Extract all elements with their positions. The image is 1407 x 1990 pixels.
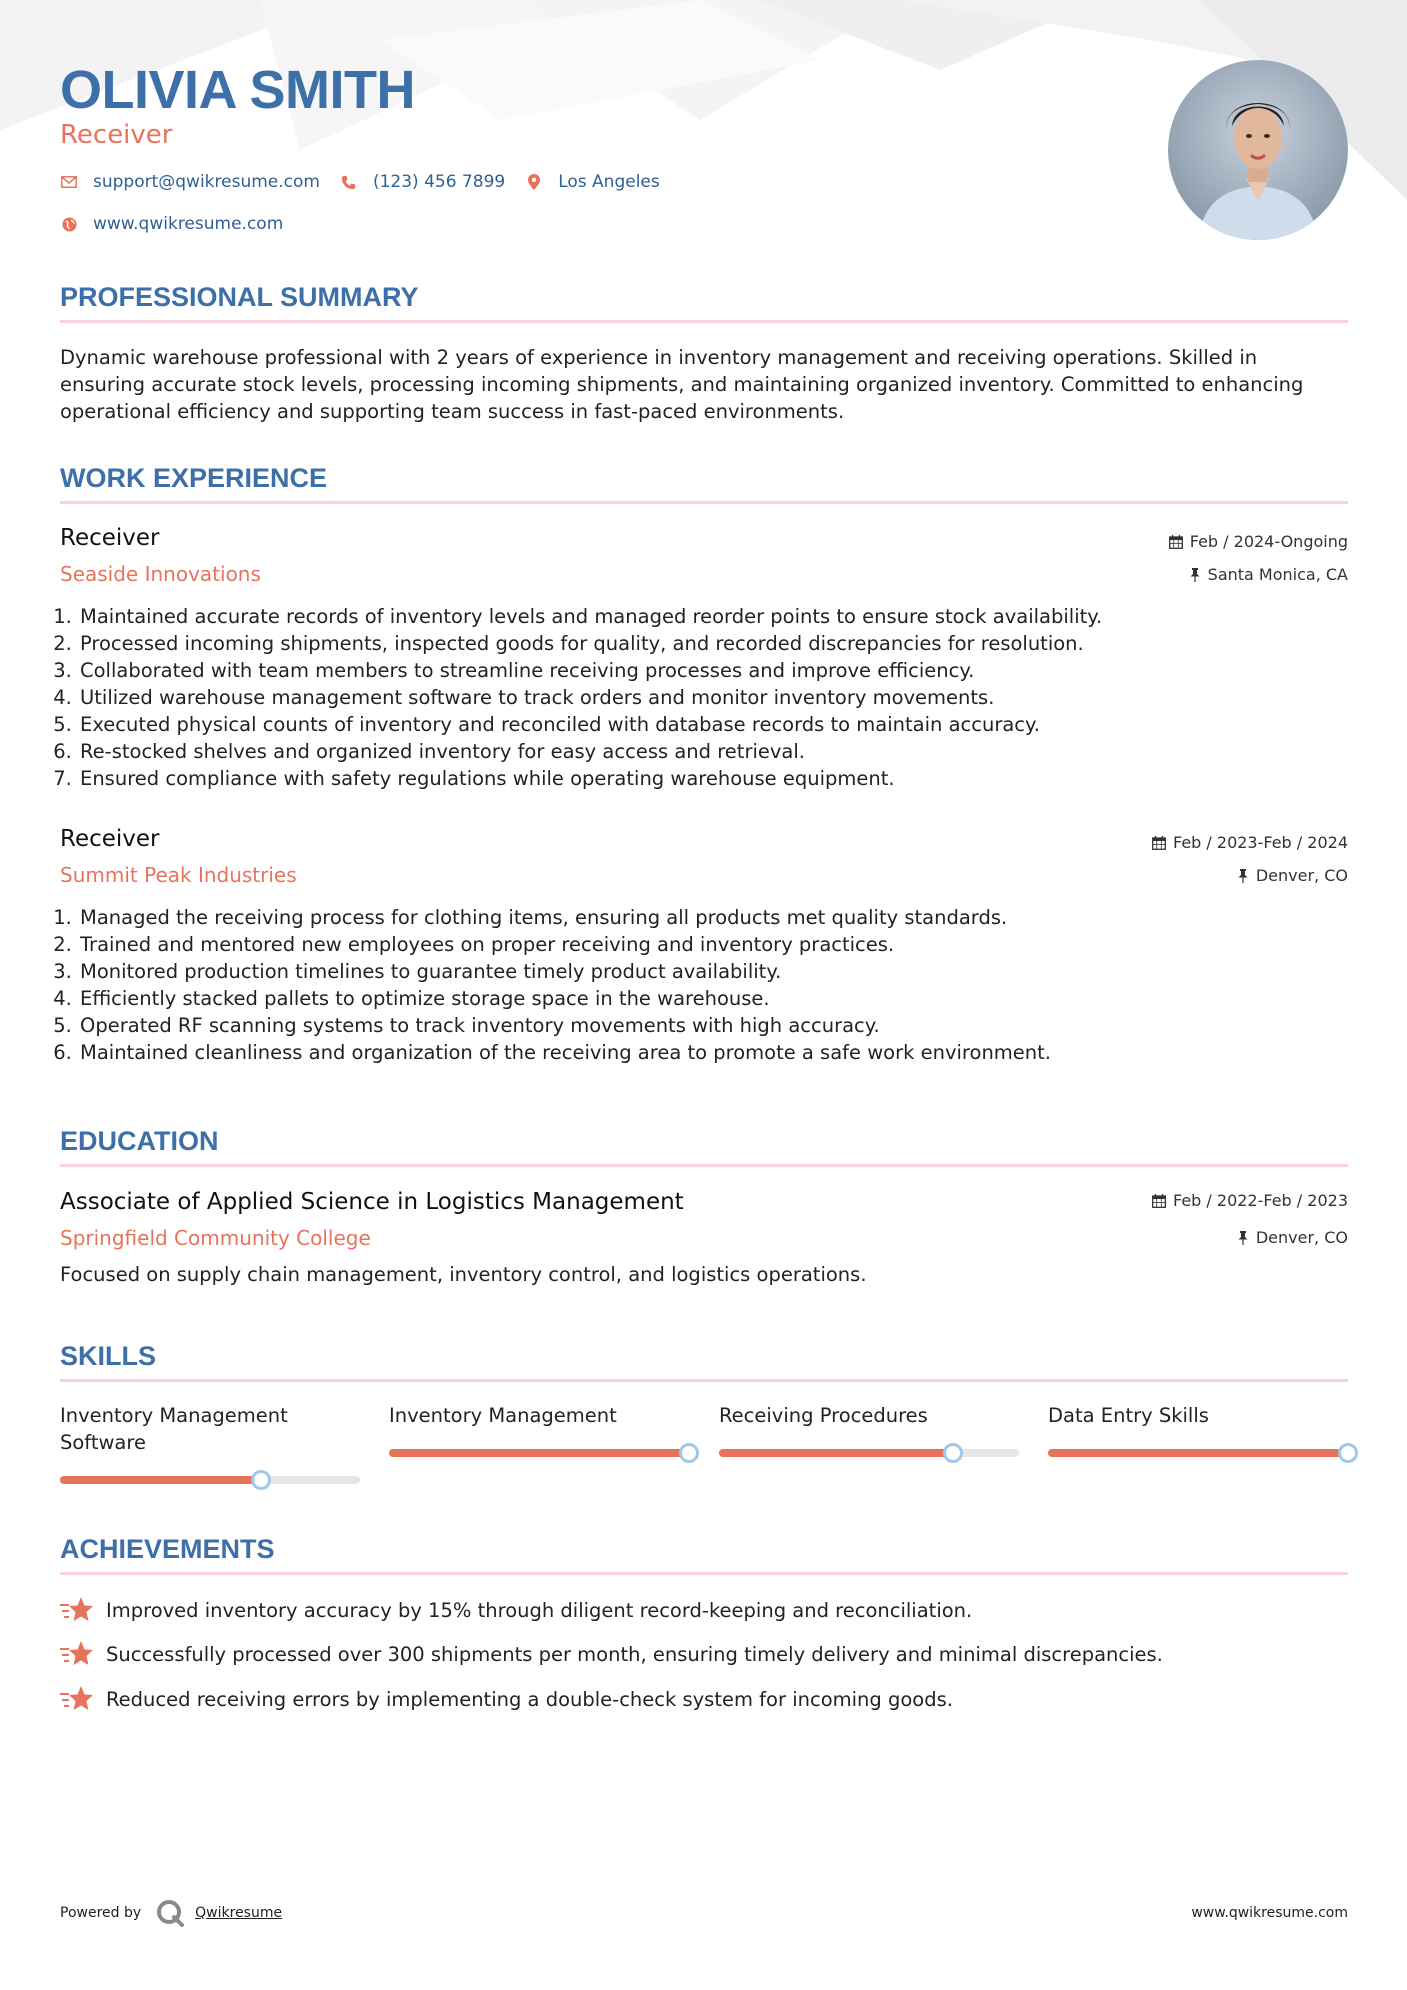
achievement-item xyxy=(60,1640,1163,1668)
candidate-name: OLIVIA SMITH xyxy=(60,60,415,120)
list-item: 1. Managed the receiving process for clothing items, ensuring all products met quality standards. xyxy=(78,904,1366,931)
summary-text: Dynamic warehouse professional with 2 years of experience in inventory management and receiving operations. Skilled in ensuring accurate stock levels, processing incoming shipments, and maintaining organized inventory. Committed to enhancing operational efficiency and supporting team success in fast-paced environments. xyxy=(60,346,1304,423)
skill-item xyxy=(60,1402,360,1456)
candidate-title: Receiver xyxy=(60,120,173,150)
skill-label: Inventory Management xyxy=(389,1404,617,1427)
footer-website[interactable]: www.qwikresume.com xyxy=(1191,1905,1348,1921)
skill-bar-knob xyxy=(251,1470,271,1490)
job-role: Receiver xyxy=(60,826,160,852)
resume-page xyxy=(60,0,1348,1990)
skill-bar-fill xyxy=(1048,1449,1348,1457)
list-item: 4. Efficiently stacked pallets to optimize storage space in the warehouse. xyxy=(78,985,1366,1012)
list-item: 2. Processed incoming shipments, inspected goods for quality, and recorded discrepancies for resolution. xyxy=(78,630,1366,657)
job-dates xyxy=(1152,832,1348,854)
star-icon xyxy=(60,1685,94,1713)
calendar-icon xyxy=(1152,836,1166,850)
phone-icon xyxy=(340,173,358,191)
website-link[interactable]: www.qwikresume.com xyxy=(93,214,284,234)
job-company: Summit Peak Industries xyxy=(60,863,297,887)
skill-bar-knob xyxy=(679,1443,699,1463)
list-item: 5. Operated RF scanning systems to track inventory movements with high accuracy. xyxy=(78,1012,1366,1039)
achievement-item xyxy=(60,1685,953,1713)
list-item: 3. Collaborated with team members to streamline receiving processes and improve efficiency. xyxy=(78,657,1366,684)
skill-bar xyxy=(60,1476,360,1484)
job-dates-text: Feb / 2024-Ongoing xyxy=(1189,532,1348,551)
achievement-text: Successfully processed over 300 shipments per month, ensuring timely delivery and minimal discrepancies. xyxy=(106,1642,1163,1666)
list-item: 5. Executed physical counts of inventory and reconciled with database records to maintain accuracy. xyxy=(78,711,1366,738)
education-degree: Associate of Applied Science in Logistics Management xyxy=(60,1189,684,1215)
list-item: 3. Monitored production timelines to guarantee timely product availability. xyxy=(78,958,1366,985)
achievement-item xyxy=(60,1596,972,1624)
section-heading-education: EDUCATION xyxy=(60,1124,1348,1167)
calendar-icon xyxy=(1169,535,1183,549)
skill-item xyxy=(1048,1402,1348,1429)
qwikresume-link[interactable]: Qwikresume xyxy=(195,1905,283,1921)
email-link[interactable]: support@qwikresume.com xyxy=(93,172,320,192)
skill-bar xyxy=(1048,1449,1348,1457)
star-icon xyxy=(60,1640,94,1668)
job-bullets xyxy=(60,904,1366,1066)
job-location xyxy=(1237,865,1348,887)
pushpin-icon xyxy=(1237,869,1249,883)
pushpin-icon xyxy=(1189,568,1201,582)
location-text: Los Angeles xyxy=(558,172,660,192)
job-location xyxy=(1189,564,1348,586)
skill-bar-fill xyxy=(60,1476,261,1484)
star-icon xyxy=(60,1596,94,1624)
skill-label: Inventory Management Software xyxy=(60,1404,288,1454)
section-heading-summary: PROFESSIONAL SUMMARY xyxy=(60,280,1348,323)
education-description: Focused on supply chain management, inventory control, and logistics operations. xyxy=(60,1263,867,1286)
job-dates xyxy=(1169,531,1348,553)
list-item: 6. Re-stocked shelves and organized inventory for easy access and retrieval. xyxy=(78,738,1366,765)
education-location xyxy=(1237,1227,1348,1249)
achievement-text: Improved inventory accuracy by 15% through diligent record-keeping and reconciliation. xyxy=(106,1598,973,1622)
section-heading-achievements: ACHIEVEMENTS xyxy=(60,1532,1348,1575)
list-item: 6. Maintained cleanliness and organization of the receiving area to promote a safe work environment. xyxy=(78,1039,1366,1066)
job-company: Seaside Innovations xyxy=(60,562,261,586)
globe-icon xyxy=(60,215,78,233)
education-school: Springfield Community College xyxy=(60,1226,371,1250)
section-heading-skills: SKILLS xyxy=(60,1339,1348,1382)
job-role: Receiver xyxy=(60,525,160,551)
skill-bar-fill xyxy=(389,1449,689,1457)
skill-label: Receiving Procedures xyxy=(719,1404,928,1427)
envelope-icon xyxy=(60,173,78,191)
contact-row-secondary xyxy=(60,214,303,234)
list-item: 1. Maintained accurate records of inventory levels and managed reorder points to ensure stock availability. xyxy=(78,603,1366,630)
profile-photo xyxy=(1168,60,1348,240)
skill-bar xyxy=(719,1449,1019,1457)
skill-item xyxy=(389,1402,689,1429)
skill-bar-knob xyxy=(943,1443,963,1463)
qwikresume-logo-icon xyxy=(155,1898,185,1928)
calendar-icon xyxy=(1152,1194,1166,1208)
footer-powered-by xyxy=(60,1898,282,1928)
education-location-text: Denver, CO xyxy=(1255,1228,1348,1247)
phone-number[interactable]: (123) 456 7899 xyxy=(372,172,506,192)
list-item: 2. Trained and mentored new employees on proper receiving and inventory practices. xyxy=(78,931,1366,958)
map-pin-icon xyxy=(525,173,543,191)
job-location-text: Santa Monica, CA xyxy=(1207,565,1348,584)
list-item: 4. Utilized warehouse management software to track orders and monitor inventory movements. xyxy=(78,684,1366,711)
job-location-text: Denver, CO xyxy=(1255,866,1348,885)
job-dates-text: Feb / 2023-Feb / 2024 xyxy=(1173,833,1348,852)
education-dates xyxy=(1152,1190,1348,1212)
powered-by-label: Powered by xyxy=(60,1905,142,1921)
contact-row-primary xyxy=(60,172,680,192)
skill-bar xyxy=(389,1449,689,1457)
pushpin-icon xyxy=(1237,1231,1249,1245)
skill-item xyxy=(719,1402,1019,1429)
skill-label: Data Entry Skills xyxy=(1048,1404,1209,1427)
skill-bar-knob xyxy=(1338,1443,1358,1463)
skill-bar-fill xyxy=(719,1449,953,1457)
section-heading-experience: WORK EXPERIENCE xyxy=(60,461,1348,504)
job-bullets xyxy=(60,603,1366,792)
education-dates-text: Feb / 2022-Feb / 2023 xyxy=(1173,1191,1348,1210)
list-item: 7. Ensured compliance with safety regulations while operating warehouse equipment. xyxy=(78,765,1366,792)
achievement-text: Reduced receiving errors by implementing a double-check system for incoming goods. xyxy=(106,1687,953,1711)
